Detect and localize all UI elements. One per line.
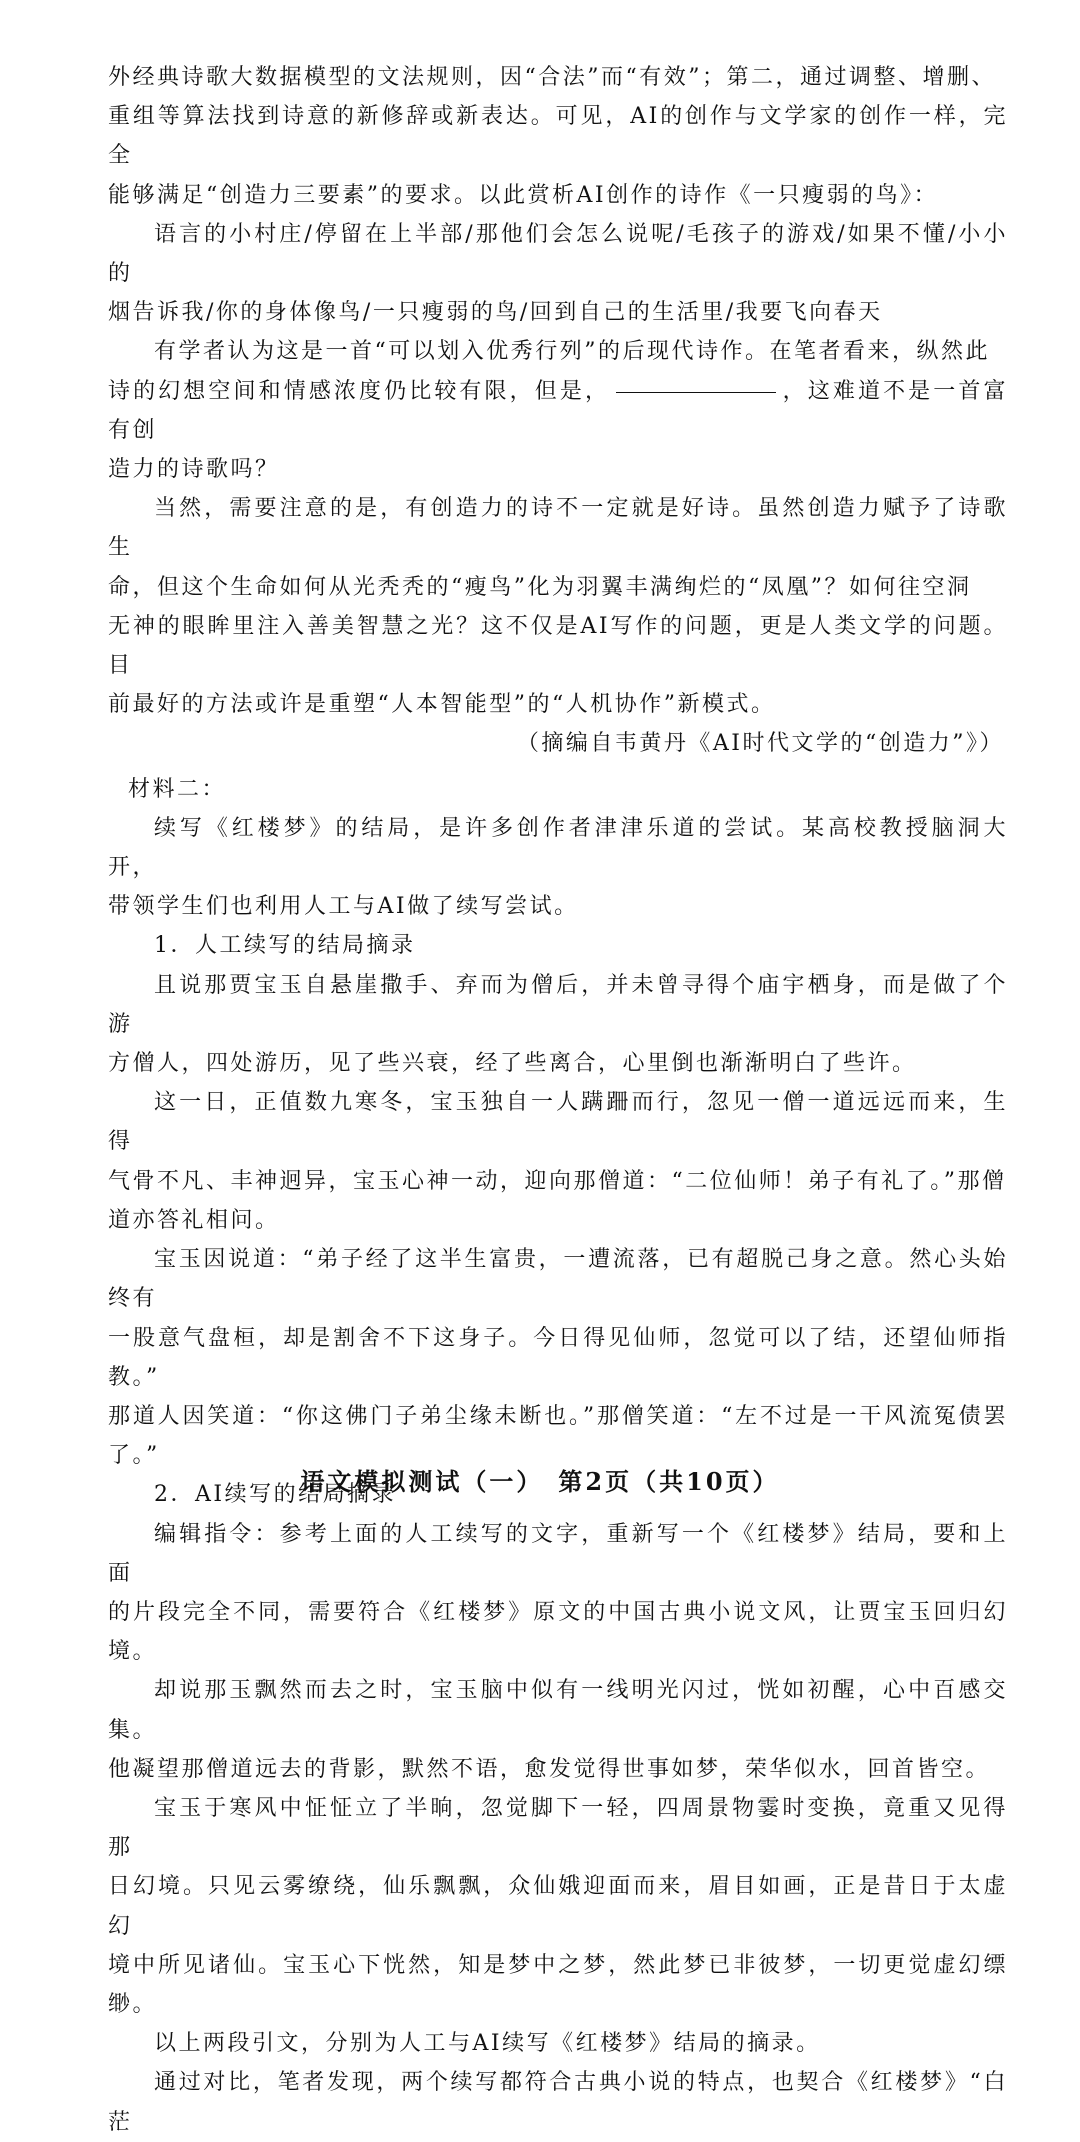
text-line: 宝玉于寒风中怔怔立了半晌，忽觉脚下一轻，四周景物霎时变换，竟重又见得那 — [108, 1795, 1008, 1861]
text-line-with-blank — [108, 372, 1008, 450]
text-line: 这一日，正值数九寒冬，宝玉独自一人蹒跚而行，忽见一僧一道远远而来，生得 — [108, 1090, 1008, 1155]
text-line: 重组等算法找到诗意的新修辞或新表达。可见，AI的创作与文学家的创作一样，完全 — [108, 104, 1008, 169]
text-fragment: 诗的幻想空间和情感浓度仍比较有限，但是， — [108, 378, 611, 404]
section-title-manual: 1．人工续写的结局摘录 — [154, 933, 416, 959]
text-line: 能够满足“创造力三要素”的要求。以此赏析AI创作的诗作《一只瘦弱的鸟》： — [108, 182, 939, 208]
text-line: 方僧人，四处游历，见了些兴衰，经了些离合，心里倒也渐渐明白了些许。 — [108, 1051, 917, 1077]
section-title-ai: 2．AI续写的结局摘录 — [154, 1482, 397, 1508]
text-line: 宝玉因说道：“弟子经了这半生富贵，一遭流落，已有超脱己身之意。然心头始终有 — [108, 1247, 1008, 1312]
paragraph-ai-creativity — [108, 58, 1008, 215]
summary-line: 以上两段引文，分别为人工与AI续写《红楼梦》结局的摘录。 — [154, 2031, 821, 2057]
text-line: 境中所见诸仙。宝玉心下恍然，知是梦中之梦，然此梦已非彼梦，一切更觉虚幻缥缈。 — [108, 1952, 1008, 2017]
poem-line: 语言的小村庄/停留在上半部/那他们会怎么说呢/毛孩子的游戏/如果不懂/小小的 — [108, 221, 1008, 287]
text-line: 那道人因笑道：“你这佛门子弟尘缘未断也。”那僧笑道：“左不过是一干风流冤债罢了。” — [108, 1403, 1008, 1469]
text-line: 当然，需要注意的是，有创造力的诗不一定就是好诗。虽然创造力赋予了诗歌生 — [108, 496, 1008, 561]
text-line: 前最好的方法或许是重塑“人本智能型”的“人机协作”新模式。 — [108, 692, 776, 718]
text-line: 且说那贾宝玉自悬崖撒手、弃而为僧后，并未曾寻得个庙宇栖身，而是做了个游 — [108, 972, 1008, 1037]
text-line: 带领学生们也利用人工与AI做了续写尝试。 — [108, 894, 579, 920]
text-fragment: ，这难道不是一首富有创 — [108, 378, 1008, 443]
text-line: 日幻境。只见云雾缭绕，仙乐飘飘，众仙娥迎面而来，眉目如画，正是昔日于太虚幻 — [108, 1874, 1008, 1939]
source-citation: （摘编自韦黄丹《AI时代文学的“创造力”》） — [516, 731, 1004, 757]
material-two-heading: 材料二： — [128, 776, 227, 802]
text-line: 命，但这个生命如何从光秃秃的“瘦鸟”化为羽翼丰满绚烂的“凤凰”？如何往空洞 — [108, 574, 972, 600]
text-line: 却说那玉飘然而去之时，宝玉脑中似有一线明光闪过，恍如初醒，心中百感交集。 — [108, 1678, 1008, 1743]
text-line: 的片段完全不同，需要符合《红楼梦》原文的中国古典小说文风，让贾宝玉回归幻境。 — [108, 1599, 1008, 1665]
text-line: 续写《红楼梦》的结局，是许多创作者津津乐道的尝试。某高校教授脑洞大开， — [108, 815, 1008, 881]
comparison-line: 通过对比，笔者发现，两个续写都符合古典小说的特点，也契合《红楼梦》“白茫 — [108, 2070, 1008, 2135]
text-line: 他凝望那僧道远去的背影，默然不语，愈发觉得世事如梦，荣华似水，回首皆空。 — [108, 1756, 991, 1782]
answer-blank[interactable] — [616, 391, 776, 393]
page-footer: 语文模拟测试（一） 第2页（共10页） — [300, 1467, 780, 1496]
text-line: 造力的诗歌吗？ — [108, 457, 280, 483]
paragraph-note — [108, 489, 1008, 724]
text-line: 编辑指令：参考上面的人工续写的文字，重新写一个《红楼梦》结局，要和上面 — [108, 1521, 1008, 1586]
text-line: 无神的眼眸里注入善美智慧之光？这不仅是AI写作的问题，更是人类文学的问题。目 — [108, 613, 1008, 679]
text-line: 气骨不凡、丰神迥异，宝玉心神一动，迎向那僧道：“二位仙师！弟子有礼了。”那僧 — [108, 1168, 1007, 1194]
manual-excerpt — [108, 966, 1008, 1476]
text-line: 一股意气盘桓，却是割舍不下这身子。今日得见仙师，忽觉可以了结，还望仙师指教。” — [108, 1325, 1008, 1390]
material-two-intro — [108, 809, 1008, 927]
page-content — [108, 58, 1008, 2142]
poem-quote — [108, 215, 1008, 333]
text-line: 道亦答礼相问。 — [108, 1207, 280, 1233]
poem-line: 烟告诉我/你的身体像鸟/一只瘦弱的鸟/回到自己的生活里/我要飞向春天 — [108, 300, 883, 326]
paragraph-scholar-view — [108, 332, 1008, 489]
ai-excerpt — [108, 1515, 1008, 2025]
text-line: 有学者认为这是一首“可以划入优秀行列”的后现代诗作。在笔者看来，纵然此 — [154, 339, 990, 365]
text-line: 外经典诗歌大数据模型的文法规则，因“合法”而“有效”；第二，通过调整、增删、 — [108, 65, 996, 90]
